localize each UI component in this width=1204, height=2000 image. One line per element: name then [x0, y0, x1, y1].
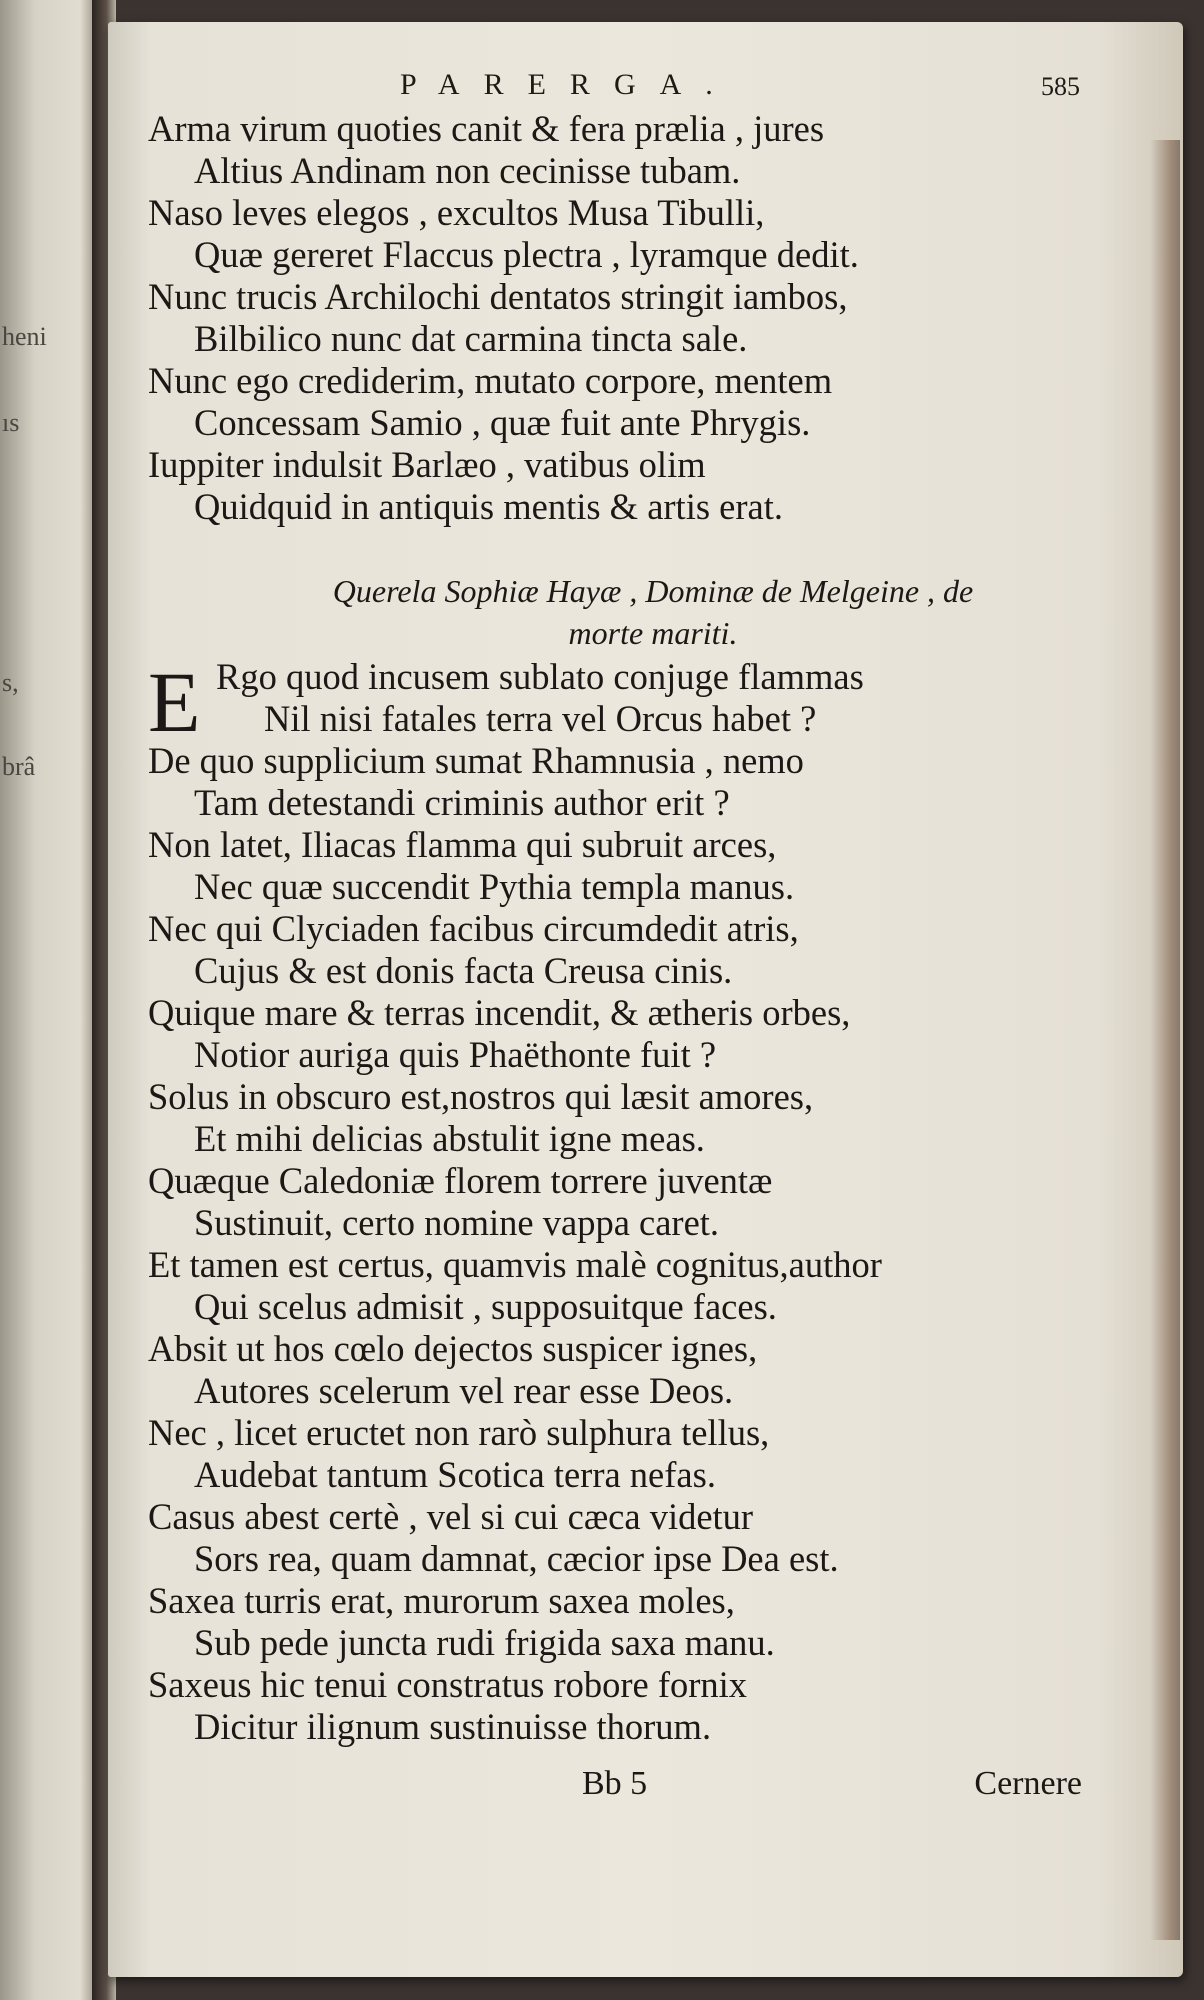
poem-1 — [148, 108, 1098, 528]
page-edge-shadow — [1150, 140, 1180, 1940]
verse-line: Quæque Caledoniæ florem torrere juventæ — [148, 1160, 773, 1201]
left-page-fragment: ıs — [2, 408, 20, 437]
left-page-fragment: s, — [2, 668, 19, 697]
verse-line: Sors rea, quam damnat, cæcior ipse Dea est. — [194, 1538, 839, 1579]
verse-line: Audebat tantum Scotica terra nefas. — [194, 1454, 716, 1495]
verse-line: Arma virum quoties canit & fera prælia , jures — [148, 108, 825, 149]
verse-line: Nec quæ succendit Pythia templa manus. — [194, 866, 795, 907]
verse-line: Bilbilico nunc dat carmina tincta sale. — [194, 318, 748, 359]
verse-line: Et mihi delicias abstulit igne meas. — [194, 1118, 705, 1159]
verse-line: Nil nisi fatales terra vel Orcus habet ? — [264, 698, 817, 739]
drop-cap: E — [148, 654, 201, 750]
poem-2 — [148, 656, 1098, 1748]
verse-line: Sustinuit, certo nomine vappa caret. — [194, 1202, 720, 1243]
verse-line: Dicitur ilignum sustinuisse thorum. — [194, 1706, 712, 1747]
verse-line: Nec , licet eructet non rarò sulphura tellus, — [148, 1412, 770, 1453]
verse-line: Notior auriga quis Phaëthonte fuit ? — [194, 1034, 717, 1075]
verse-line: De quo supplicium sumat Rhamnusia , nemo — [148, 740, 804, 781]
verse-line: Altius Andinam non cecinisse tubam. — [194, 150, 741, 191]
catchword: Cernere — [974, 1765, 1082, 1802]
verse-line: Quidquid in antiquis mentis & artis erat. — [194, 486, 783, 527]
left-page-fragment: heni — [2, 322, 47, 351]
first-line-text: Rgo quod incusem sublato conjuge flammas — [216, 656, 864, 697]
verse-line: Iuppiter indulsit Barlæo , vatibus olim — [148, 444, 706, 485]
text-block — [148, 108, 1098, 1748]
verse-line: Sub pede juncta rudi frigida saxa manu. — [194, 1622, 775, 1663]
verse-line: Quæ gereret Flaccus plectra , lyramque dedit. — [194, 234, 859, 275]
poem-title: Querela Sophiæ Hayæ , Dominæ de Melgeine , de — [332, 573, 974, 609]
verse-line: Concessam Samio , quæ fuit ante Phrygis. — [194, 402, 811, 443]
verse-line: Quique mare & terras incendit, & ætheris orbes, — [148, 992, 851, 1033]
verse-line: Autores scelerum vel rear esse Deos. — [194, 1370, 734, 1411]
page-number: 585 — [1041, 72, 1080, 101]
page-footer — [150, 1765, 1082, 1809]
verse-line: Saxea turris erat, murorum saxea moles, — [148, 1580, 735, 1621]
verse-line: Cujus & est donis facta Creusa cinis. — [194, 950, 733, 991]
poem-title-continued: morte mariti. — [568, 615, 738, 651]
verse-line: Saxeus hic tenui constratus robore fornix — [148, 1664, 748, 1705]
verse-line: Tam detestandi criminis author erit ? — [194, 782, 730, 823]
verse-line: Naso leves elegos , excultos Musa Tibulli, — [148, 192, 765, 233]
verse-line: Nunc ego crediderim, mutato corpore, mentem — [148, 360, 833, 401]
signature-mark: Bb 5 — [582, 1765, 648, 1802]
verse-line: Nec qui Clyciaden facibus circumdedit atris, — [148, 908, 799, 949]
verse-line: Solus in obscuro est,nostros qui læsit amores, — [148, 1076, 814, 1117]
left-page-fragment: brâ — [2, 752, 36, 781]
left-page-edge — [0, 0, 100, 2000]
verse-line: Non latet, Iliacas flamma qui subruit arces, — [148, 824, 777, 865]
verse-line: Qui scelus admisit , supposuitque faces. — [194, 1286, 777, 1327]
verse-line: Casus abest certè , vel si cui cæca videtur — [148, 1496, 754, 1537]
verse-line: Et tamen est certus, quamvis malè cognitus,author — [148, 1244, 882, 1285]
verse-line: Absit ut hos cœlo dejectos suspicer ignes, — [148, 1328, 758, 1369]
verse-line: Nunc trucis Archilochi dentatos stringit iambos, — [148, 276, 848, 317]
running-head: PARERGA. — [400, 68, 737, 101]
